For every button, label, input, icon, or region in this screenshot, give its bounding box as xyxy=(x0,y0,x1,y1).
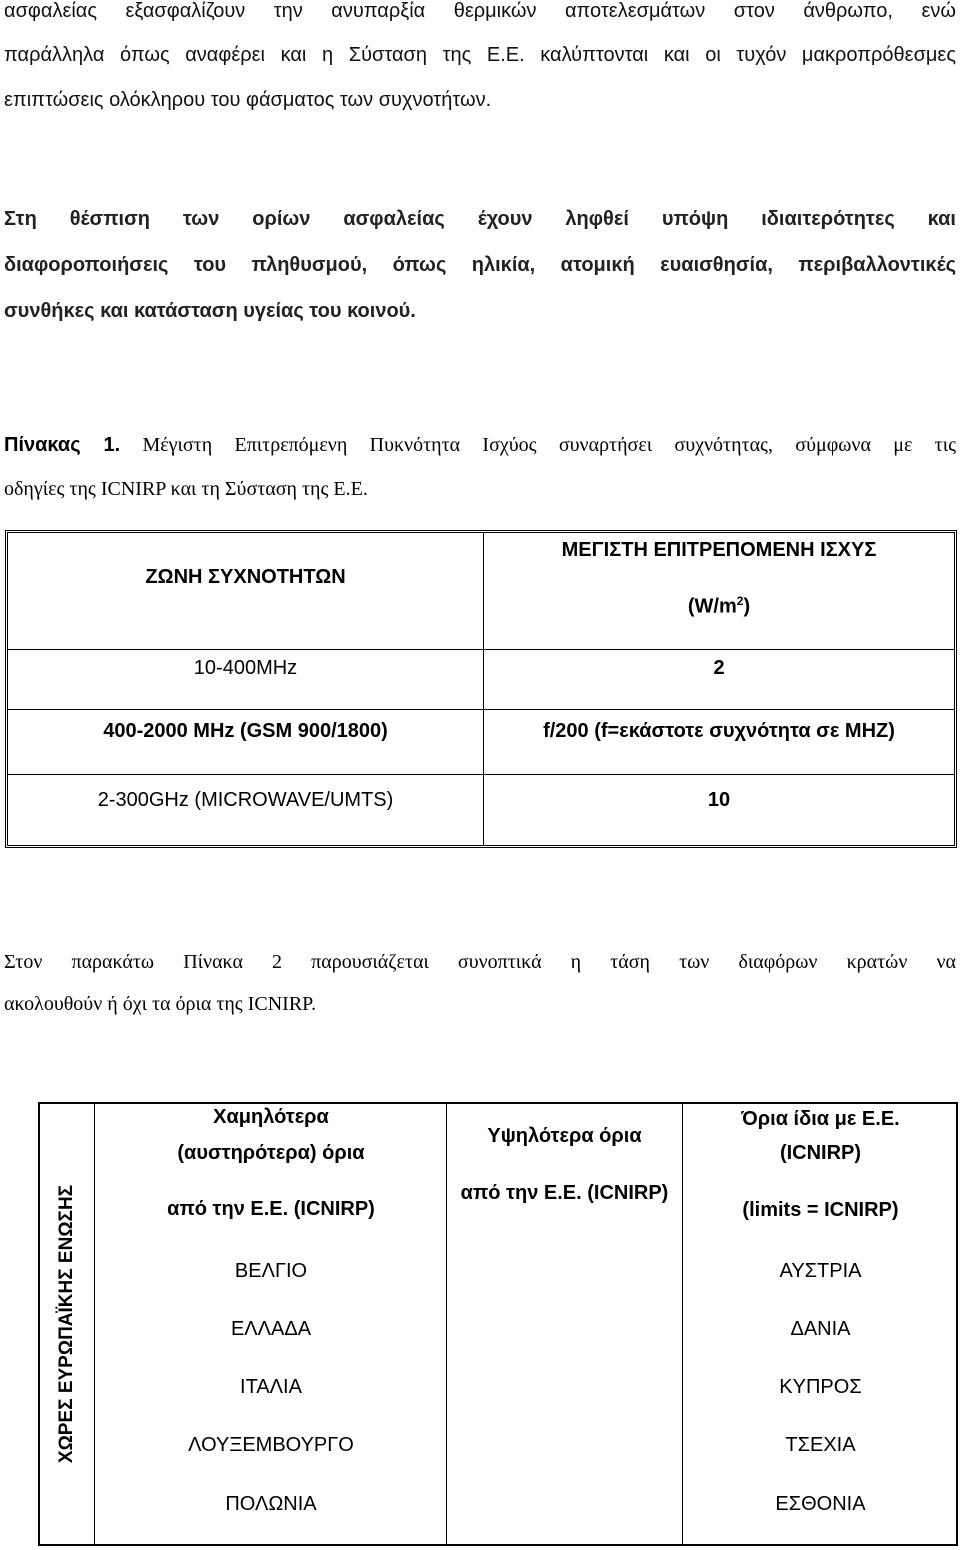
table1-row-divider xyxy=(8,709,954,710)
table1-header-frequency-band: ΖΩΝΗ ΣΥΧΝΟΤΗΤΩΝ xyxy=(145,566,346,588)
table1-cell-band: 2-300GHz (MICROWAVE/UMTS) xyxy=(97,789,394,811)
table1-cell-value: 10 xyxy=(707,789,731,811)
table1-header-max-power: ΜΕΓΙΣΤΗ ΕΠΙΤΡΕΠΟΜΕΝΗ ΙΣΧΥΣ xyxy=(561,539,877,561)
table1-cell-band: 10-400MHz xyxy=(193,657,298,679)
table1-caption-line-2: οδηγίες της ICNIRP και τη Σύσταση της Ε.Ε. xyxy=(4,478,368,500)
table1-row-divider xyxy=(8,774,954,775)
table1-unit-base: (W/m xyxy=(687,595,737,618)
table2-col2-header-line-1: Υψηλότερα όρια xyxy=(487,1125,642,1147)
table1-caption-label: Πίνακας 1. xyxy=(4,434,121,456)
intro-line-1: ασφαλείας εξασφαλίζουν την ανυπαρξία θερμικών αποτελεσμάτων στον άνθρωπο, ενώ xyxy=(4,0,956,22)
table2-side-header xyxy=(40,1104,95,1544)
paragraph-2-line-1: Στον παρακάτω Πίνακα 2 παρουσιάζεται συνοπτικά η τάση των διαφόρων κρατών να xyxy=(4,951,956,973)
intro-line-2: παράλληλα όπως αναφέρει και η Σύσταση της Ε.Ε. καλύπτονται και οι τυχόν μακροπρόθεσμες xyxy=(4,44,956,66)
bold-paragraph-line-1: Στη θέσπιση των ορίων ασφαλείας έχουν ληφθεί υπόψη ιδιαιτερότητες και xyxy=(4,208,956,230)
table1-cell-value: f/200 (f=εκάστοτε συχνότητα σε MHZ) xyxy=(543,720,895,742)
table2-col3-item: ΚΥΠΡΟΣ xyxy=(779,1376,862,1398)
table2-col1-header-line-1: Χαμηλότερα xyxy=(213,1106,329,1128)
table1-caption-text: Μέγιστη Επιτρεπόμενη Πυκνότητα Ισχύος συναρτήσει συχνότητας, σύμφωνα με τις xyxy=(142,434,957,456)
table2-col1-header-line-3: από την Ε.Ε. (ICNIRP) xyxy=(167,1198,375,1220)
bold-paragraph-line-3: συνθήκες και κατάσταση υγείας του κοινού. xyxy=(4,300,416,322)
table2-col2-header-line-2: από την Ε.Ε. (ICNIRP) xyxy=(460,1182,669,1204)
table2-column-divider xyxy=(446,1104,447,1544)
table2-col3-header-line-1: Όρια ίδια με Ε.Ε. xyxy=(741,1108,900,1130)
table1-unit-sup: 2 xyxy=(736,594,744,608)
table2-col1-item: ΠΟΛΩΝΙΑ xyxy=(225,1493,317,1515)
table1-cell-value: 2 xyxy=(713,657,725,679)
bold-paragraph-line-2: διαφοροποιήσεις του πληθυσμού, όπως ηλικία, ατομική ευαισθησία, περιβαλλοντικές xyxy=(4,254,956,276)
table2-col3-item: ΕΣΘΟΝΙΑ xyxy=(775,1493,866,1515)
table1-header-unit xyxy=(484,594,954,619)
table1-cell-band: 400-2000 MHz (GSM 900/1800) xyxy=(103,720,388,742)
table2-col1-item: ΛΟΥΞΕΜΒΟΥΡΓΟ xyxy=(188,1434,354,1456)
table2-col1-item: ΕΛΛΑΔΑ xyxy=(230,1318,312,1340)
table2-col3-item: ΑΥΣΤΡΙΑ xyxy=(779,1260,862,1282)
table1-row-divider xyxy=(8,649,954,650)
paragraph-2-line-2: ακολουθούν ή όχι τα όρια της ICNIRP. xyxy=(4,993,317,1015)
table2 xyxy=(38,1102,958,1546)
table2-col3-item: ΔΑΝΙΑ xyxy=(790,1318,851,1340)
table2-col1-item: ΒΕΛΓΙΟ xyxy=(234,1260,308,1282)
intro-line-3: επιπτώσεις ολόκληρου του φάσματος των συχνοτήτων. xyxy=(4,89,492,111)
table1-caption-line-1 xyxy=(4,434,956,457)
table2-col1-header-line-2: (αυστηρότερα) όρια xyxy=(177,1142,365,1164)
table2-col3-header-line-2: (ICNIRP) xyxy=(779,1142,862,1164)
table1 xyxy=(5,530,957,848)
table2-col3-header-line-3: (limits = ICNIRP) xyxy=(742,1199,899,1221)
table1-unit-end: ) xyxy=(743,595,751,618)
table2-col3-item: ΤΣΕΧΙΑ xyxy=(785,1434,856,1456)
table2-col1-item: ΙΤΑΛΙΑ xyxy=(240,1376,302,1398)
table2-side-label: ΧΩΡΕΣ ΕΥΡΩΠΑΪΚΗΣ ΕΝΩΣΗΣ xyxy=(56,1184,77,1464)
